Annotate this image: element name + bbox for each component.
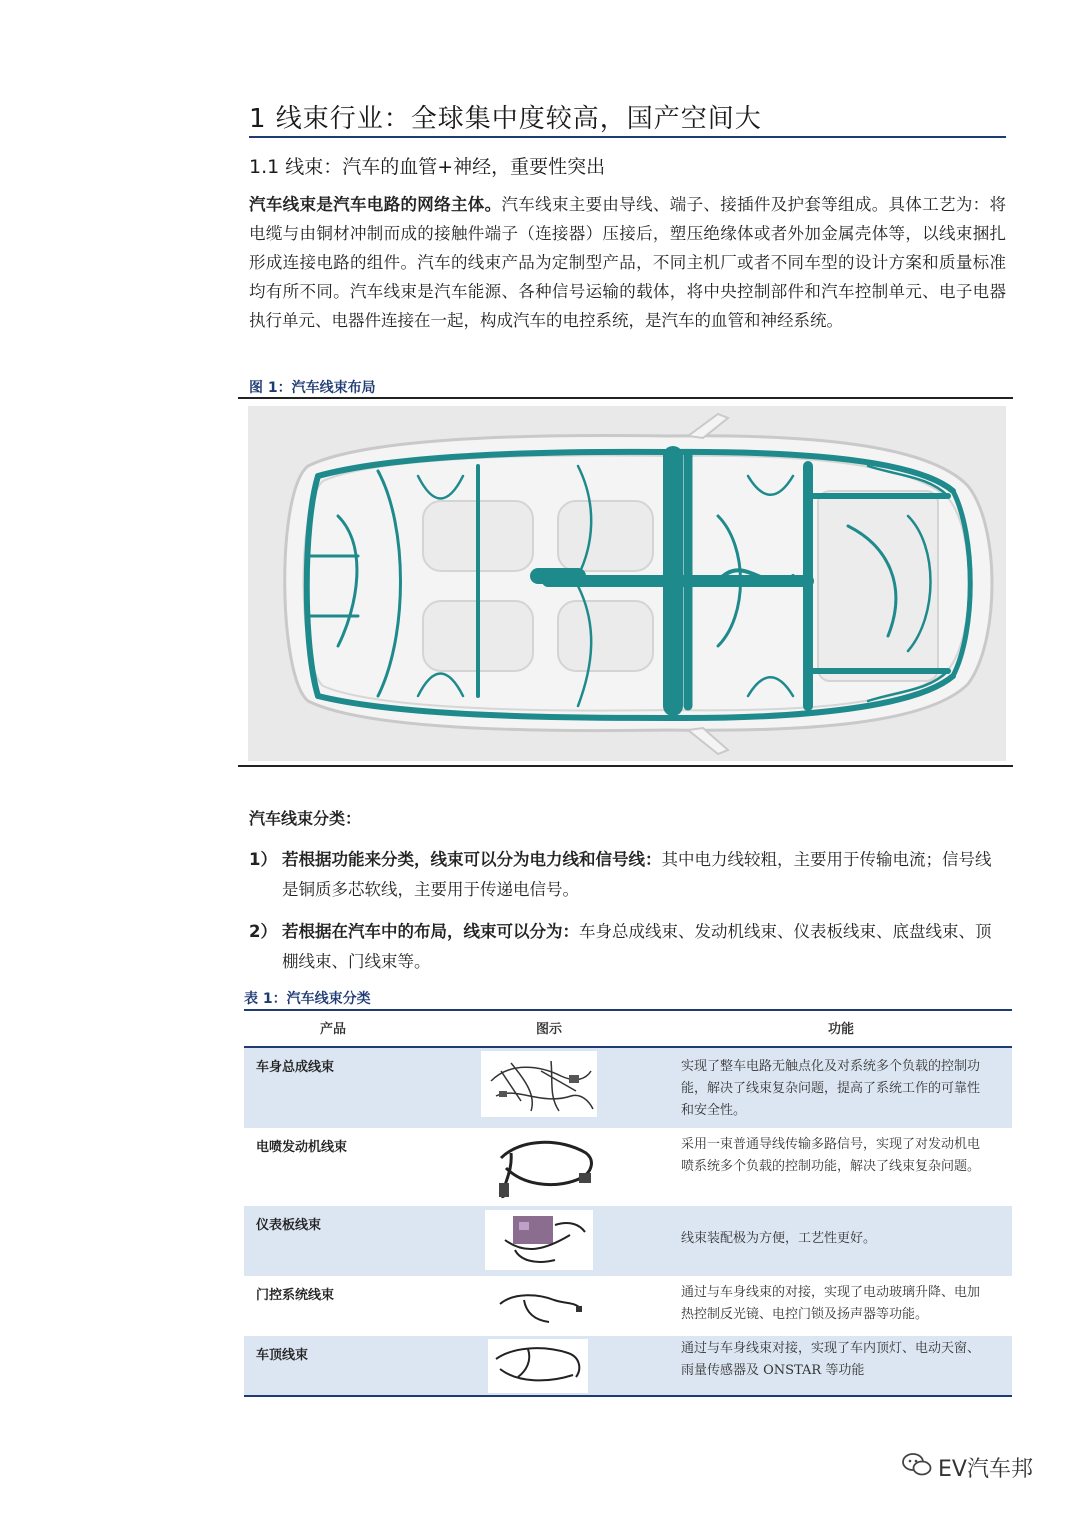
classification-item-1 [249, 845, 1006, 905]
row-product-name: 仪表板线束 [256, 1218, 322, 1233]
item-text: 车身总成线束、发动机线束、仪表板线束、底盘线束、顶棚线束、门线束等。 [282, 922, 992, 971]
door-harness-image [494, 1282, 586, 1332]
row-product-name: 门控系统线束 [256, 1288, 335, 1303]
row-function: 通过与车身线束对接，实现了车内顶灯、电动天窗、雨量传感器及 ONSTAR 等功能 [681, 1341, 981, 1378]
figure-top-rule [238, 397, 1013, 399]
body-harness-image [481, 1051, 597, 1117]
table-top-rule [244, 1009, 1012, 1011]
roof-harness-image [488, 1339, 588, 1393]
figure-caption: 图 1：汽车线束布局 [249, 380, 376, 396]
table-caption: 表 1：汽车线束分类 [244, 991, 371, 1007]
classification-title: 汽车线束分类： [249, 809, 362, 828]
item-number: 2） [249, 922, 277, 941]
table-row [244, 1128, 1012, 1206]
classification-item-2 [249, 917, 1006, 977]
header-function: 功能 [828, 1022, 855, 1037]
watermark-text: EV汽车邦 [938, 1457, 1033, 1482]
table-row [244, 1206, 1012, 1276]
table-bottom-rule [244, 1395, 1012, 1397]
table-row [244, 1276, 1012, 1336]
heading-rule [249, 136, 1006, 138]
subsection-heading: 1.1 线束：汽车的血管+神经，重要性突出 [249, 156, 606, 178]
row-function: 采用一束普通导线传输多路信号，实现了对发动机电喷系统多个负载的控制功能，解决了线束复杂问题。 [681, 1137, 981, 1174]
row-product-name: 电喷发动机线束 [256, 1140, 348, 1155]
figure-bottom-rule [238, 765, 1013, 767]
row-product-name: 车身总成线束 [256, 1060, 335, 1075]
item-bold: 若根据功能来分类，线束可以分为电力线和信号线： [282, 850, 662, 869]
row-function: 通过与车身线束的对接，实现了电动玻璃升降、电加热控制反光镜、电控门锁及扬声器等功能。 [681, 1285, 981, 1322]
row-product-name: 车顶线束 [256, 1348, 309, 1363]
intro-bold: 汽车线束是汽车电路的网络主体。 [249, 195, 502, 214]
item-text: 其中电力线较粗，主要用于传输电流；信号线是铜质多芯软线，主要用于传递电信号。 [282, 850, 992, 899]
dashboard-harness-image [485, 1210, 593, 1270]
header-image: 图示 [536, 1022, 563, 1037]
intro-paragraph [249, 190, 1006, 335]
car-harness-illustration [248, 406, 1006, 761]
header-product: 产品 [320, 1022, 347, 1037]
row-function: 线束装配极为方便，工艺性更好。 [681, 1231, 877, 1246]
item-bold: 若根据在汽车中的布局，线束可以分为： [282, 922, 579, 941]
engine-harness-image [491, 1133, 603, 1201]
wechat-icon [902, 1452, 932, 1484]
table-header [244, 1013, 1012, 1043]
section-heading: 1 线束行业：全球集中度较高，国产空间大 [249, 104, 762, 134]
table-row [244, 1336, 1012, 1396]
harness-layout-figure [248, 406, 1006, 761]
row-function: 实现了整车电路无触点化及对系统多个负载的控制功能，解决了线束复杂问题，提高了系统工作的可靠性和安全性。 [681, 1059, 981, 1118]
table-row [244, 1048, 1012, 1128]
item-number: 1） [249, 850, 277, 869]
intro-text: 汽车线束主要由导线、端子、接插件及护套等组成。具体工艺为：将电缆与由铜材冲制而成的接触件端子（连接器）压接后，塑压绝缘体或者外加金属壳体等，以线束捆扎形成连接电路的组件。汽车的线束产品为定制型产品，不同主机厂或者不同车型的设计方案和质量标准均有所不同。汽车线束是汽车能源、各种信号运输的载体，将中央控制部件和汽车控制单元、电子电器执行单元、电器件连接在一起，构成汽车的电控系统，是汽车的血管和神经系统。 [249, 195, 1007, 330]
